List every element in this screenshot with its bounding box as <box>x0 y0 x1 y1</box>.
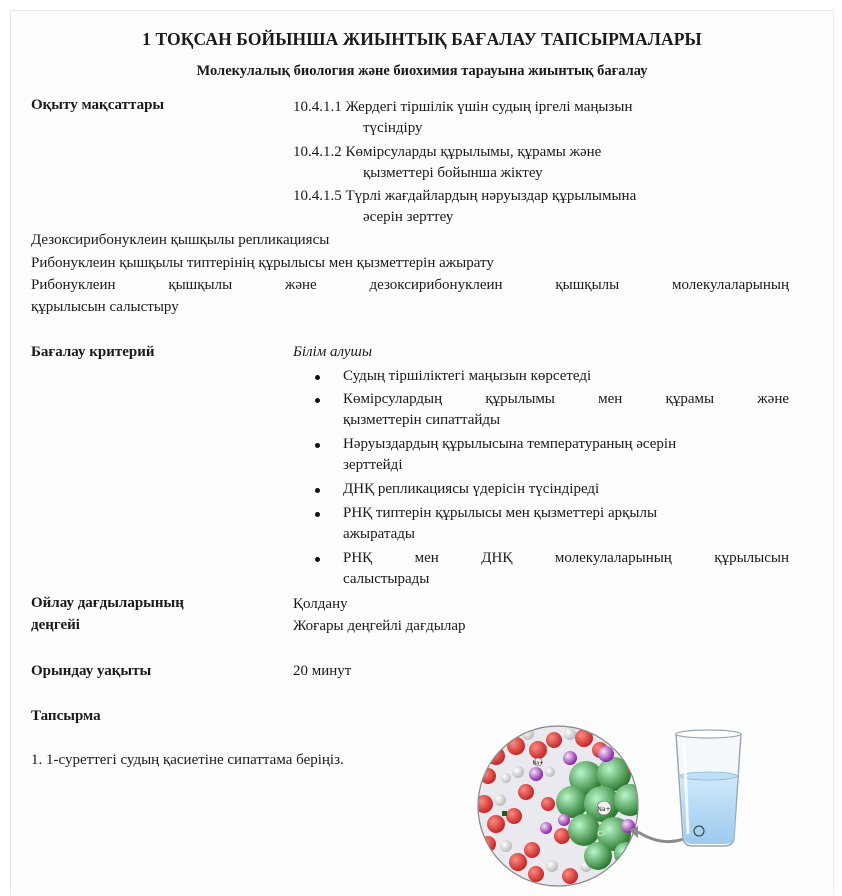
bullet-icon <box>315 512 320 517</box>
criteria-intro: Білім алушы <box>293 344 373 360</box>
bullet-icon <box>315 375 320 380</box>
document-subtitle: Молекулалық биология және биохимия тарауына жиынтық бағалау <box>196 63 648 79</box>
document-page <box>10 10 834 895</box>
marker-icon <box>502 811 507 816</box>
criterion-4-line1: ДНҚ репликациясы үдерісін түсіндіреді <box>343 481 600 497</box>
thinking-label-line1: Ойлау дағдыларының <box>31 595 184 611</box>
objectives-label: Оқыту мақсаттары <box>31 97 165 113</box>
criterion-5-line2: ажыратады <box>343 526 415 542</box>
task-label: Тапсырма <box>31 708 101 724</box>
thinking-label-line2: деңгейі <box>31 617 80 633</box>
thinking-value-line1: Қолдану <box>293 596 348 612</box>
time-label: Орындау уақыты <box>31 663 152 679</box>
bullet-icon <box>315 488 320 493</box>
objective-1-line1: 10.4.1.1 Жердегі тіршілік үшін судың іргелі маңызын <box>293 99 633 115</box>
objective-3-line2: әсерін зерттеу <box>363 209 454 225</box>
criterion-3-line1: Нәруыздардың құрылысына температураның әсерін <box>343 436 677 452</box>
objective-extra-1: Дезоксирибонуклеин қышқылы репликациясы <box>31 232 330 248</box>
bullet-icon <box>315 398 320 403</box>
objective-extra-3-line2: құрылысын салыстыру <box>31 299 179 315</box>
criterion-2-line2: қызметтерін сипаттайды <box>343 412 501 428</box>
criterion-6-line1: РНҚ мен ДНҚ молекулаларының құрылысын <box>343 550 789 566</box>
glass-of-water-icon <box>676 730 741 846</box>
criterion-1-line1: Судың тіршіліктегі маңызын көрсетеді <box>343 368 592 384</box>
water-molecule-figure <box>466 716 766 896</box>
criteria-label: Бағалау критерий <box>31 344 155 360</box>
bullet-icon <box>315 443 320 448</box>
ion-label-top: Na+ <box>532 760 544 767</box>
task-question: 1. 1-суреттегі судың қасиетіне сипаттама беріңіз. <box>31 752 344 768</box>
ion-label-cl: Cl- <box>597 830 607 838</box>
bullet-icon <box>315 557 320 562</box>
magnified-circle <box>475 726 646 886</box>
objective-2-line1: 10.4.1.2 Көмірсуларды құрылымы, құрамы және <box>293 144 602 160</box>
objective-1-line2: түсіндіру <box>363 120 423 136</box>
thinking-value-line2: Жоғары деңгейлі дағдылар <box>293 618 466 634</box>
objective-3-line1: 10.4.1.5 Түрлі жағдайлардың нәруыздар құрылымына <box>293 188 637 204</box>
criterion-2-line1: Көмірсулардың құрылымы мен құрамы және <box>343 391 789 407</box>
objective-extra-2: Рибонуклеин қышқылы типтерінің құрылысы мен қызметтерін ажырату <box>31 255 494 271</box>
criterion-3-line2: зерттейді <box>343 457 403 473</box>
ion-label-mid: Na+ <box>597 806 611 813</box>
document-title: 1 ТОҚСАН БОЙЫНША ЖИЫНТЫҚ БАҒАЛАУ ТАПСЫРМАЛАРЫ <box>142 29 702 49</box>
objective-extra-3-line1: Рибонуклеин қышқылы және дезоксирибонуклеин қышқылы молекулаларының <box>31 277 789 293</box>
objective-2-line2: қызметтері бойынша жіктеу <box>363 165 543 181</box>
time-value: 20 минут <box>293 663 352 679</box>
criterion-6-line2: салыстырады <box>343 571 430 587</box>
criterion-5-line1: РНҚ типтерін құрылысы мен қызметтері арқылы <box>343 505 658 521</box>
